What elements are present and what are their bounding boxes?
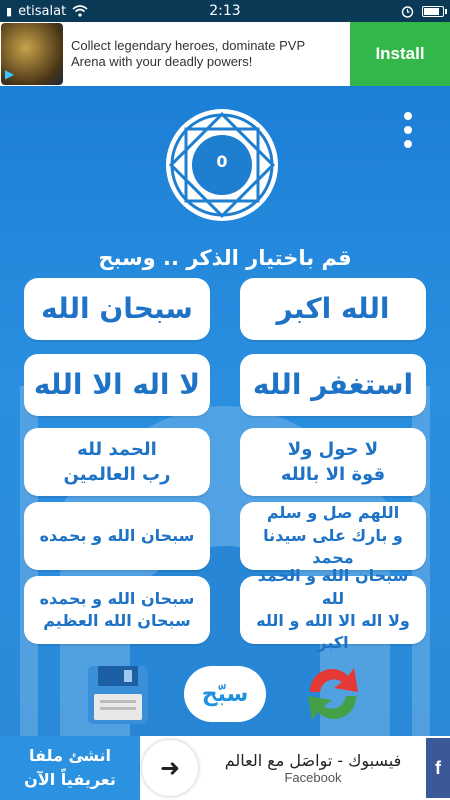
counter-value: 0 [216, 152, 228, 171]
sim-icon: ▮ [6, 4, 13, 18]
dhikr-button-astaghfirullah[interactable]: استغفر الله [240, 354, 426, 416]
dhikr-button-allahu-akbar[interactable]: الله اكبر [240, 278, 426, 340]
more-options-icon[interactable] [398, 112, 418, 148]
wifi-icon [72, 5, 88, 17]
ad-choices-icon[interactable]: ▶ [5, 67, 15, 81]
battery-icon [422, 6, 444, 17]
dhikr-button-alhamdulillah[interactable]: الحمد لله رب العالمين [24, 428, 210, 496]
dhikr-button-subhanallah-al-azim[interactable]: سبحان الله و بحمده سبحان الله العظيم [24, 576, 210, 644]
instruction-text: قم باختيار الذكر .. وسبح [98, 246, 352, 270]
bottom-ad-title: فيسبوك - تواصَل مع العالم [224, 751, 402, 770]
bottom-ad-subtitle: Facebook [284, 770, 342, 785]
game-app-icon[interactable] [1, 23, 63, 85]
status-left [6, 4, 88, 19]
bottom-ad-text[interactable] [200, 736, 426, 800]
top-ad-text[interactable]: Collect legendary heroes, dominate PVP Arena with your deadly powers! [71, 38, 305, 69]
status-right [401, 5, 444, 18]
dhikr-button-la-hawla[interactable]: لا حول ولا قوة الا بالله [240, 428, 426, 496]
alarm-icon [401, 5, 414, 18]
install-button[interactable]: Install [350, 22, 450, 86]
arrow-right-icon[interactable]: ➜ [142, 740, 198, 796]
dhikr-button-salawat[interactable]: اللهم صل و سلم و بارك على سيدنا محمد [240, 502, 426, 570]
dhikr-button-baqiyat-salihat[interactable]: سبحان الله و الحمد لله ولا اله الا الله و الله اكبر [240, 576, 426, 644]
bottom-ad-banner[interactable] [0, 736, 450, 800]
reset-icon[interactable] [300, 662, 366, 726]
facebook-icon[interactable]: f [426, 738, 450, 798]
dhikr-button-subhanallah-wa-bihamdihi[interactable]: سبحان الله و بحمده [24, 502, 210, 570]
clock: 2:13 [209, 3, 241, 19]
save-icon[interactable] [86, 664, 150, 726]
status-bar [0, 0, 450, 22]
tasbih-button[interactable]: سبّح [184, 666, 266, 722]
carrier-label: etisalat [18, 3, 67, 19]
dhikr-button-la-ilaha-illallah[interactable]: لا اله الا الله [24, 354, 210, 416]
main-area [0, 86, 450, 736]
top-ad-banner[interactable] [0, 22, 450, 86]
dhikr-button-subhanallah[interactable]: سبحان الله [24, 278, 210, 340]
bottom-ad-cta[interactable]: انشئ ملفا تعريفياً الآن [0, 736, 140, 800]
